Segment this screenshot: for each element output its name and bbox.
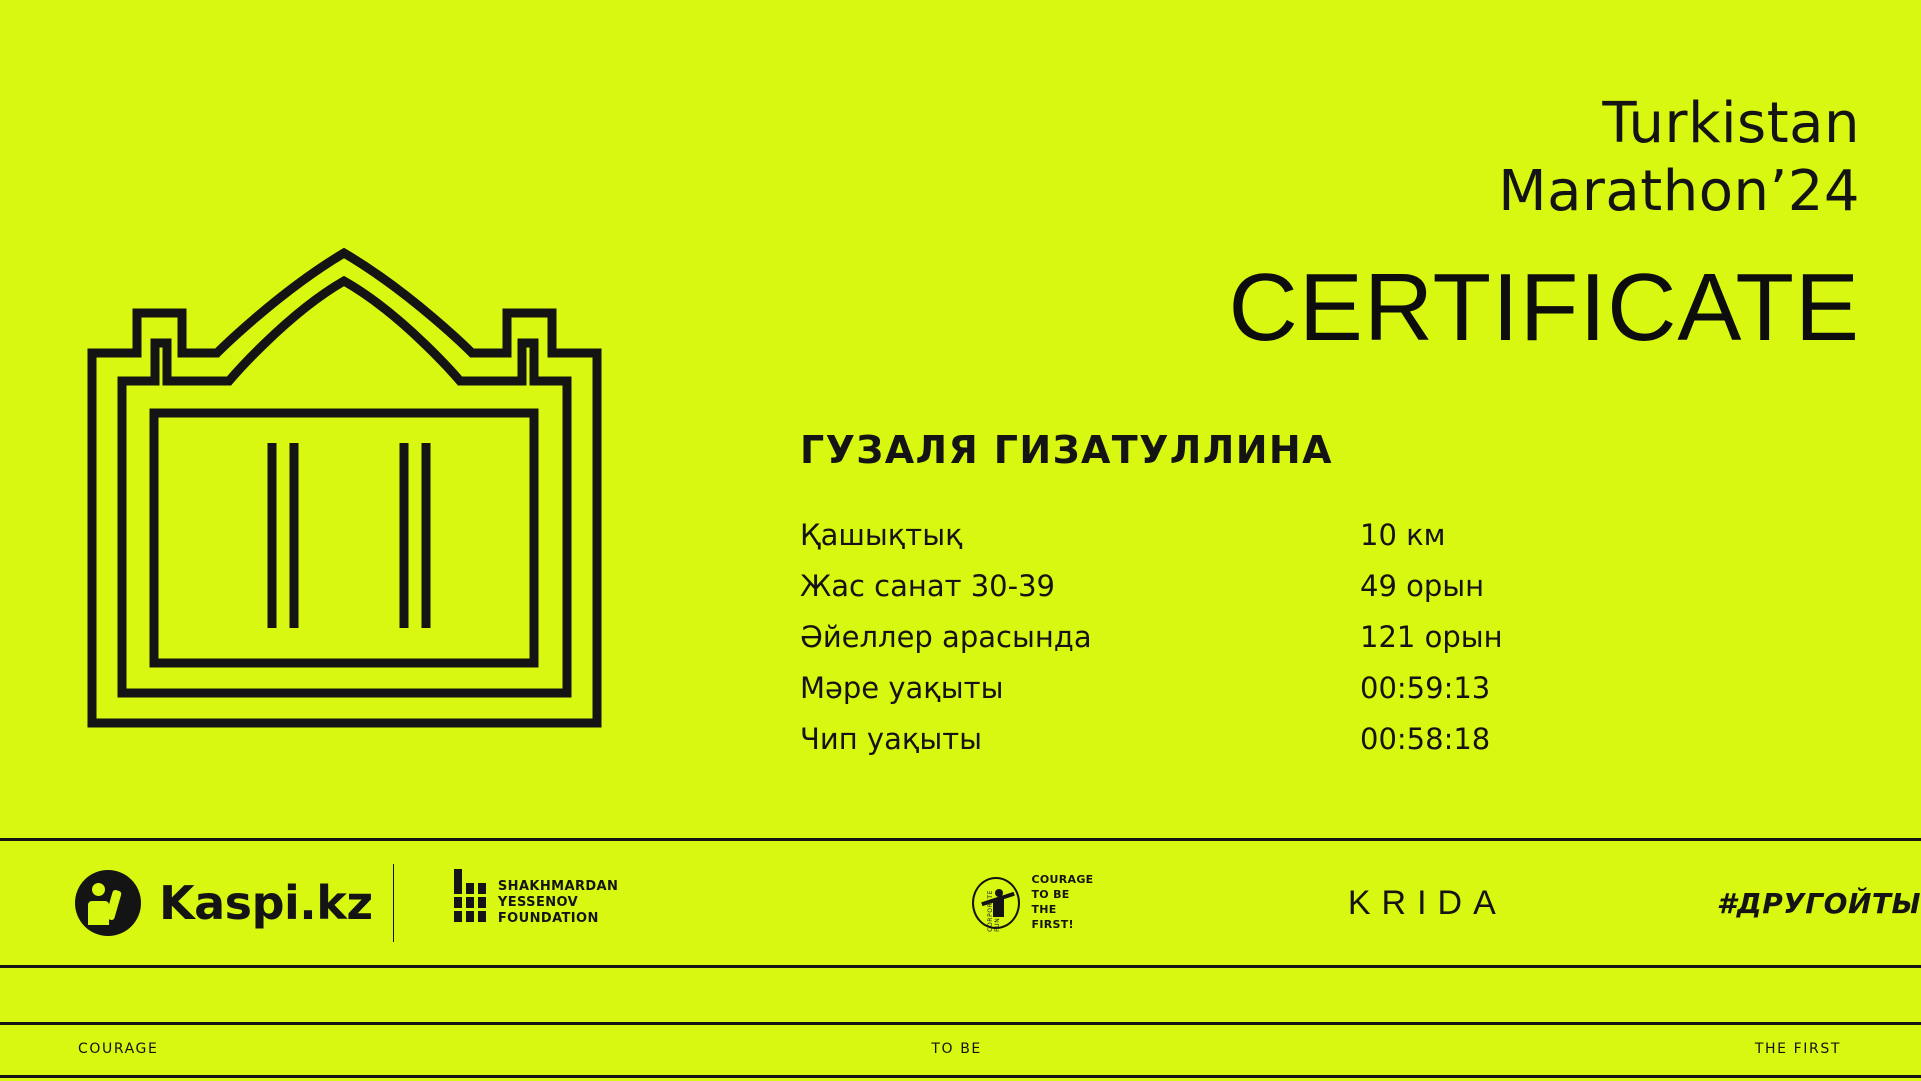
yessenov-blocks-icon	[454, 883, 486, 923]
kaspi-label: Kaspi.kz	[159, 876, 373, 930]
result-label: Қашықтық	[800, 518, 963, 553]
result-label: Әйеллер арасында	[800, 620, 1092, 655]
sponsor-kaspi	[75, 870, 373, 936]
result-value: 121 орын	[1360, 620, 1503, 655]
corporate-fund-microtext: CORPORATE FUND	[986, 889, 1001, 932]
slogan-right: THE FIRST	[1754, 1040, 1841, 1057]
athlete-name: ГУЗАЛЯ ГИЗАТУЛЛИНА	[800, 428, 1333, 473]
slogan-middle: TO BE	[931, 1040, 982, 1057]
table-row	[800, 671, 1860, 705]
slogan-bar	[0, 1022, 1921, 1075]
result-label: Мәре уақыты	[800, 671, 1004, 706]
event-title-line1: Turkistan	[1602, 91, 1860, 156]
result-label: Жас санат 30-39	[800, 569, 1055, 604]
certificate-content	[800, 90, 1860, 773]
slogan-left: COURAGE	[78, 1040, 159, 1057]
table-row	[800, 569, 1860, 603]
corporate-fund-runner-icon	[968, 873, 1024, 933]
sponsor-krida: KRIDA	[1347, 883, 1507, 922]
table-row	[800, 620, 1860, 654]
sponsor-yessenov	[454, 879, 668, 928]
result-value: 49 орын	[1360, 569, 1485, 604]
event-title	[800, 90, 1860, 227]
sponsor-strip	[0, 841, 1921, 965]
yessenov-line2: FOUNDATION	[497, 911, 599, 927]
results-table	[800, 518, 1860, 756]
divider-bottom	[0, 1075, 1921, 1078]
page-title: CERTIFICATE	[1228, 253, 1860, 361]
corporate-fund-line3: THE FIRST!	[1031, 903, 1074, 931]
yessenov-line1: SHAKHMARDAN YESSENOV	[497, 878, 619, 910]
table-row	[800, 722, 1860, 756]
divider-mid	[0, 965, 1921, 968]
sponsor-divider	[393, 864, 394, 942]
sponsor-drugoity: #ДРУГОЙТЫ	[1716, 886, 1921, 920]
corporate-fund-label	[1032, 873, 1098, 932]
result-label: Чип уақыты	[800, 722, 983, 757]
result-value: 10 км	[1360, 518, 1446, 553]
kaspi-person-icon	[75, 870, 141, 936]
yessenov-label	[498, 879, 668, 928]
sponsor-corporate-fund	[968, 873, 1098, 933]
event-title-line2: Marathon’24	[1498, 159, 1860, 225]
result-value: 00:59:13	[1360, 671, 1491, 706]
result-value: 00:58:18	[1360, 722, 1491, 757]
corporate-fund-line2: TO BE	[1031, 888, 1070, 902]
turkistan-mausoleum-icon	[60, 235, 630, 735]
table-row	[800, 518, 1860, 552]
corporate-fund-line1: COURAGE	[1031, 873, 1094, 887]
